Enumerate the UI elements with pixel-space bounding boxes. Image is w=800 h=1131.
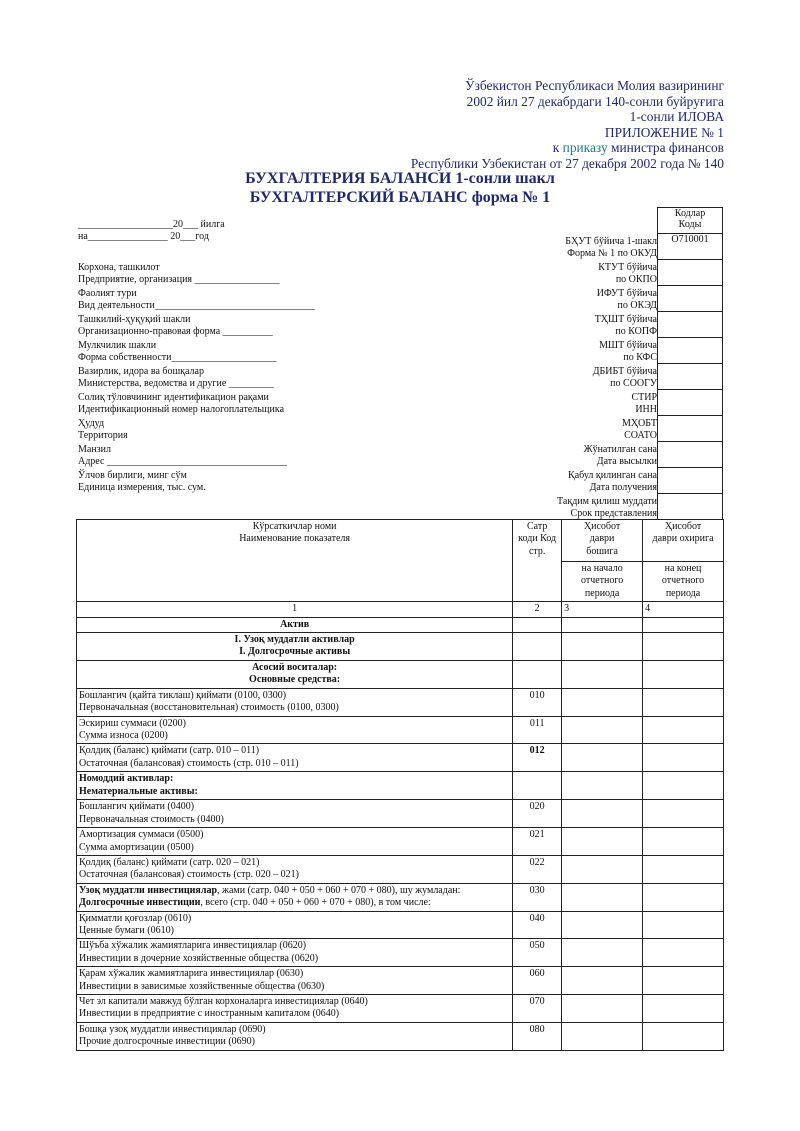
header-order-line xyxy=(411,140,724,156)
col-head-code-l3: стр. xyxy=(528,545,546,557)
value-start[interactable] xyxy=(562,855,643,883)
title-ru: БУХГАЛТЕРСКИЙ БАЛАНС форма № 1 xyxy=(249,189,551,206)
value-start[interactable] xyxy=(562,688,643,716)
field-ru: Территория xyxy=(78,430,128,442)
field-ru: Предприятие, организация _________________ xyxy=(78,274,280,286)
row-label-uz: Эскириш суммаси (0200) xyxy=(79,717,186,729)
field-uz: Корхона, ташкилот xyxy=(78,262,160,273)
row-label xyxy=(77,828,513,856)
table-row xyxy=(77,855,724,883)
right-label-soato xyxy=(622,418,657,443)
row-label-ru: Инвестиции в зависимые хозяйственные общества (0630) xyxy=(79,980,325,992)
field-uz: Солиқ тўловчининг идентификацион рақами xyxy=(78,392,269,403)
value-end[interactable] xyxy=(643,744,724,772)
row-label-ru: Ценные бумаги (0610) xyxy=(79,924,174,936)
label-ru: Срок представления xyxy=(570,508,657,520)
right-label-okpo xyxy=(598,262,657,287)
code-deadline[interactable] xyxy=(658,494,723,520)
col-head-name xyxy=(77,520,513,602)
right-label-inn xyxy=(631,392,657,417)
value-end[interactable] xyxy=(643,883,724,911)
col-number-row xyxy=(77,602,724,617)
col-number-2: 2 xyxy=(513,602,562,617)
row-label-uz: Қолдиқ (баланс) қиймати (сатр. 020 – 021) xyxy=(79,856,260,868)
label-ru: Дата получения xyxy=(589,482,657,494)
section-row xyxy=(77,772,724,800)
right-label-kopf xyxy=(595,314,657,339)
row-label xyxy=(77,911,513,939)
right-label-received-date xyxy=(568,470,657,495)
value-start[interactable] xyxy=(562,828,643,856)
label-uz: МҲОБТ xyxy=(621,418,657,429)
col-sub-start xyxy=(562,562,643,602)
value-start[interactable] xyxy=(562,967,643,995)
section-row xyxy=(77,633,724,661)
value-end[interactable] xyxy=(643,967,724,995)
row-code: 020 xyxy=(513,800,562,828)
table-row xyxy=(77,688,724,716)
label-uz: КТУТ бўйича xyxy=(598,262,657,273)
left-field-legal-form xyxy=(78,314,273,339)
row-code: 022 xyxy=(513,855,562,883)
row-code: 021 xyxy=(513,828,562,856)
label-uz: ТҲШТ бўйича xyxy=(594,314,657,325)
label-ru: по КОПФ xyxy=(615,326,657,338)
value-end[interactable] xyxy=(643,939,724,967)
label-ru: СОАТО xyxy=(624,430,657,442)
field-uz: Манзил xyxy=(78,444,111,455)
table-row xyxy=(77,744,724,772)
value-end[interactable] xyxy=(643,855,724,883)
value-start[interactable] xyxy=(562,800,643,828)
field-ru: Министерства, ведомства и другие _________ xyxy=(78,378,274,390)
left-field-ownership xyxy=(78,340,277,365)
col-number-4: 4 xyxy=(643,602,724,617)
row-code: 030 xyxy=(513,883,562,911)
table-row xyxy=(77,911,724,939)
label-ru: по КФС xyxy=(623,352,657,364)
code-okpo[interactable] xyxy=(658,260,723,286)
col-head-start-l3: бошига xyxy=(586,545,618,557)
left-field-address xyxy=(78,444,287,469)
field-ru: Вид деятельности________________________________ xyxy=(78,300,315,312)
order-link[interactable]: приказу xyxy=(562,140,608,156)
date-lines xyxy=(78,219,225,244)
section-uz: Номоддий активлар: xyxy=(79,773,174,785)
field-ru: Идентификационный номер налогоплательщика xyxy=(78,404,285,416)
row-code: 060 xyxy=(513,967,562,995)
code-kfs[interactable] xyxy=(658,338,723,364)
code-kopf[interactable] xyxy=(658,312,723,338)
field-uz: Вазирлик, идора ва бошқалар xyxy=(78,366,204,377)
col-head-code-l2: коди Код xyxy=(518,533,557,545)
row-label-ru xyxy=(79,897,510,909)
code-soogu[interactable] xyxy=(658,364,723,390)
code-okud[interactable]: О710001 xyxy=(658,234,723,260)
row-code: 080 xyxy=(513,1022,562,1050)
invest-uz-rest: , жами (сатр. 040 + 050 + 060 + 070 + 080), шу жумладан: xyxy=(217,884,461,896)
row-label-uz: Чет эл капитали мавжуд бўлган корхоналарга инвестициялар (0640) xyxy=(79,995,368,1007)
value-start[interactable] xyxy=(562,716,643,744)
value-end[interactable] xyxy=(643,994,724,1022)
code-sent-date[interactable] xyxy=(658,442,723,468)
field-uz: Ташкилий-ҳуқуқий шакли xyxy=(78,314,191,325)
field-uz: Ҳудуд xyxy=(78,418,105,429)
row-label-uz: Қарам хўжалик жамиятларига инвестициялар (0630) xyxy=(79,968,304,980)
field-ru: Форма собственности_____________________ xyxy=(78,352,277,364)
row-code: 011 xyxy=(513,716,562,744)
label-uz: СТИР xyxy=(631,392,657,403)
section-ru: Основные средства: xyxy=(249,674,341,686)
value-end[interactable] xyxy=(643,911,724,939)
label-uz: БҲУТ бўйича 1-шакл xyxy=(565,236,657,247)
value-end[interactable] xyxy=(643,772,724,800)
col-number-1: 1 xyxy=(77,602,513,617)
value-start[interactable] xyxy=(562,660,643,688)
date-line-uz: ___________________20___ йилга xyxy=(78,219,225,230)
row-label xyxy=(77,855,513,883)
codes-header xyxy=(658,208,723,234)
row-label-ru: Остаточная (балансовая) стоимость (стр. 010 – 011) xyxy=(79,757,299,769)
col-sub-end-l1: на конец xyxy=(664,563,702,574)
label-ru: Форма № 1 по ОКУД xyxy=(567,248,657,260)
section-aktiv: Актив xyxy=(77,617,513,632)
row-label xyxy=(77,744,513,772)
row-label-ru: Первоначальная (восстановительная) стоимость (0100, 0300) xyxy=(79,702,339,714)
row-label-uz: Бошлангич қиймати (0400) xyxy=(79,801,195,813)
value-start[interactable] xyxy=(562,633,643,661)
header-line-3: 1-сонли ИЛОВА xyxy=(629,109,724,125)
row-code: 012 xyxy=(513,744,562,772)
code-cell xyxy=(513,633,562,661)
label-uz: Қабул қилинган сана xyxy=(568,470,657,481)
right-label-okud xyxy=(565,236,657,261)
col-head-name-uz: Кўрсаткичлар номи xyxy=(252,521,337,532)
col-head-start xyxy=(562,520,643,562)
row-label-ru: Прочие долгосрочные инвестиции (0690) xyxy=(79,1036,255,1048)
col-sub-end xyxy=(643,562,724,602)
table-row xyxy=(77,1022,724,1050)
table-row xyxy=(77,883,724,911)
row-code: 010 xyxy=(513,688,562,716)
row-label xyxy=(77,967,513,995)
label-ru: по ОКЭД xyxy=(617,300,657,312)
left-field-unit xyxy=(78,470,206,495)
value-end[interactable] xyxy=(643,688,724,716)
row-label-uz: Шўъба хўжалик жамиятларига инвестициялар (0620) xyxy=(79,940,307,952)
row-code: 050 xyxy=(513,939,562,967)
balance-table xyxy=(76,519,724,1051)
right-label-sent-date xyxy=(584,444,657,469)
left-field-inn xyxy=(78,392,284,417)
codes-header-ru: Коды xyxy=(678,219,702,230)
col-sub-start-l2: отчетного xyxy=(580,575,624,587)
section-long-term xyxy=(77,633,513,661)
value-end[interactable] xyxy=(643,1022,724,1050)
table-row xyxy=(77,800,724,828)
row-code: 040 xyxy=(513,911,562,939)
right-label-kfs xyxy=(599,340,657,365)
left-field-ministry xyxy=(78,366,274,391)
table-row xyxy=(77,828,724,856)
field-ru: Единица измерения, тыс. сум. xyxy=(78,482,206,494)
title-uz: БУХГАЛТЕРИЯ БАЛАНСИ 1-сонли шакл xyxy=(245,170,555,187)
invest-ru-rest: , всего (стр. 040 + 050 + 060 + 070 + 080), в том числе: xyxy=(200,897,431,909)
value-start[interactable] xyxy=(562,1022,643,1050)
date-line-ru: на________________ 20___год xyxy=(78,231,209,243)
value-end[interactable] xyxy=(643,828,724,856)
field-uz: Фаолият тури xyxy=(78,288,137,299)
header-line-1: Ўзбекистон Республикаси Молия вазирининг xyxy=(465,78,724,93)
col-head-code xyxy=(513,520,562,602)
left-field-activity xyxy=(78,288,315,313)
row-label-ru: Инвестиции в дочерние хозяйственные общества (0620) xyxy=(79,952,319,964)
col-head-end-l2: даври охирига xyxy=(652,533,714,545)
left-field-territory xyxy=(78,418,128,443)
col-sub-start-l1: на начало xyxy=(581,563,623,574)
row-label-investments xyxy=(77,883,513,911)
col-head-name-ru: Наименование показателя xyxy=(239,533,351,545)
section-row xyxy=(77,617,724,632)
header-line-4: ПРИЛОЖЕНИЕ № 1 xyxy=(604,124,724,140)
field-ru: Организационно-правовая форма __________ xyxy=(78,326,273,338)
row-label-uz: Қолдиқ (баланс) қиймати (сатр. 010 – 011) xyxy=(79,745,260,757)
row-label xyxy=(77,688,513,716)
invest-uz-bold: Узоқ муддатли инвестициялар xyxy=(79,884,218,896)
section-row xyxy=(77,660,724,688)
invest-ru-bold: Долгосрочные инвестиции xyxy=(79,897,201,909)
section-ru: Нематериальные активы: xyxy=(79,785,198,797)
code-inn[interactable] xyxy=(658,390,723,416)
row-label-uz: Қимматли қоғозлар (0610) xyxy=(79,912,192,924)
header-line-2: 2002 йил 27 декабрдаги 140-сонли буйруғига xyxy=(466,93,724,109)
label-uz: ДБИБТ бўйича xyxy=(592,366,657,377)
order-suffix: министра финансов xyxy=(607,140,724,156)
label-uz: МШТ бўйича xyxy=(599,340,657,351)
row-label-ru: Сумма износа (0200) xyxy=(79,730,168,742)
label-ru: по ОКПО xyxy=(615,274,657,286)
code-oked[interactable] xyxy=(658,286,723,312)
row-label-uz: Бошлангич (қайта тиклаш) қиймати (0100, 0300) xyxy=(79,689,287,701)
code-received-date[interactable] xyxy=(658,468,723,494)
code-soato[interactable] xyxy=(658,416,723,442)
value-start[interactable] xyxy=(562,772,643,800)
label-uz: Тақдим қилиш муддати xyxy=(557,496,657,507)
row-label-uz: Бошқа узоқ муддатли инвестициялар (0690) xyxy=(79,1023,266,1035)
value-start[interactable] xyxy=(562,911,643,939)
value-end[interactable] xyxy=(643,716,724,744)
table-row xyxy=(77,994,724,1022)
col-head-start-l2: даври xyxy=(589,533,615,545)
row-label xyxy=(77,1022,513,1050)
code-cell xyxy=(513,617,562,632)
section-intangible xyxy=(77,772,513,800)
row-label-ru: Остаточная (балансовая) стоимость (стр. 020 – 021) xyxy=(79,869,299,881)
row-label-uz xyxy=(79,885,510,897)
label-ru: по СООГУ xyxy=(610,378,657,390)
col-number-3: 3 xyxy=(562,602,643,617)
left-field-org xyxy=(78,262,280,287)
col-sub-end-l2: отчетного xyxy=(661,575,705,587)
section-fixed-assets xyxy=(77,660,513,688)
col-sub-end-l3: периода xyxy=(665,587,701,599)
right-label-deadline xyxy=(557,496,657,521)
row-label xyxy=(77,800,513,828)
label-uz: Жўнатилган сана xyxy=(583,444,657,455)
col-sub-start-l3: периода xyxy=(584,587,620,599)
codes-header-uz: Кодлар xyxy=(674,208,706,219)
value-end[interactable] xyxy=(643,617,724,632)
right-label-soogu xyxy=(593,366,657,391)
col-head-end-l1: Ҳисобот xyxy=(664,521,702,532)
row-label-uz: Амортизация суммаси (0500) xyxy=(79,829,204,841)
label-uz: ИФУТ бўйича xyxy=(596,288,657,299)
value-end[interactable] xyxy=(643,633,724,661)
field-ru: Адрес ____________________________________ xyxy=(78,456,287,468)
header-block xyxy=(411,78,724,172)
code-cell xyxy=(513,772,562,800)
label-ru: Дата высылки xyxy=(596,456,657,468)
section-uz: I. Узоқ муддатли активлар xyxy=(234,634,355,646)
order-prefix: к xyxy=(552,140,563,156)
col-head-end xyxy=(643,520,724,562)
label-ru: ИНН xyxy=(635,404,657,416)
field-uz: Ўлчов бирлиги, минг сўм xyxy=(78,470,187,481)
code-cell xyxy=(513,660,562,688)
right-label-oked xyxy=(597,288,657,313)
value-start[interactable] xyxy=(562,744,643,772)
value-start[interactable] xyxy=(562,994,643,1022)
codes-table xyxy=(657,207,723,520)
row-label-ru: Первоначальная стоимость (0400) xyxy=(79,813,224,825)
header-line-last: Республики Узбекистан от 27 декабря 2002 года № 140 xyxy=(410,155,724,171)
row-label xyxy=(77,716,513,744)
row-code: 070 xyxy=(513,994,562,1022)
row-label xyxy=(77,939,513,967)
value-end[interactable] xyxy=(643,660,724,688)
value-start[interactable] xyxy=(562,617,643,632)
table-row xyxy=(77,967,724,995)
row-label-ru: Сумма амортизации (0500) xyxy=(79,841,194,853)
section-uz: Асосий воситалар: xyxy=(252,661,338,673)
col-head-start-l1: Ҳисобот xyxy=(583,521,621,532)
row-label xyxy=(77,994,513,1022)
field-uz: Мулкчилик шакли xyxy=(78,340,157,351)
value-end[interactable] xyxy=(643,800,724,828)
value-start[interactable] xyxy=(562,939,643,967)
table-row xyxy=(77,939,724,967)
col-head-code-l1: Сатр xyxy=(527,521,548,532)
table-row xyxy=(77,716,724,744)
value-start[interactable] xyxy=(562,883,643,911)
row-label-ru: Инвестиции в предприятие с иностранным капиталом (0640) xyxy=(79,1008,340,1020)
section-ru: I. Долгосрочные активы xyxy=(239,646,351,658)
